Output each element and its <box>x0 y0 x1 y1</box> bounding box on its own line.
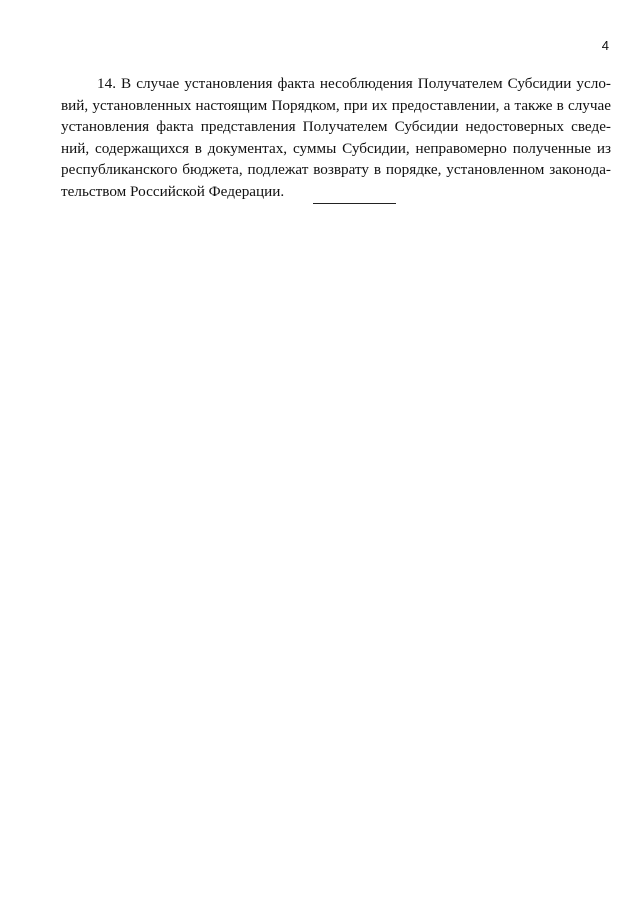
paragraph-line: 14. В случае установления факта несоблюдения Получателем Субсидии усло- <box>97 75 611 92</box>
paragraph-line: тельством Российской Федерации. <box>61 182 285 200</box>
page-number: 4 <box>601 38 609 53</box>
paragraph-line: вий, установленных настоящим Порядком, при их предоставлении, а также в случае <box>61 96 611 114</box>
paragraph-line: ний, содержащихся в документах, суммы Субсидии, неправомерно полученные из <box>61 139 611 157</box>
end-of-document-rule <box>313 203 396 204</box>
paragraph-line: установления факта представления Получателем Субсидии недостоверных сведе- <box>61 118 611 136</box>
paragraph-line: республиканского бюджета, подлежат возврату в порядке, установленном законода- <box>61 161 611 179</box>
paragraph-14 <box>61 73 611 203</box>
